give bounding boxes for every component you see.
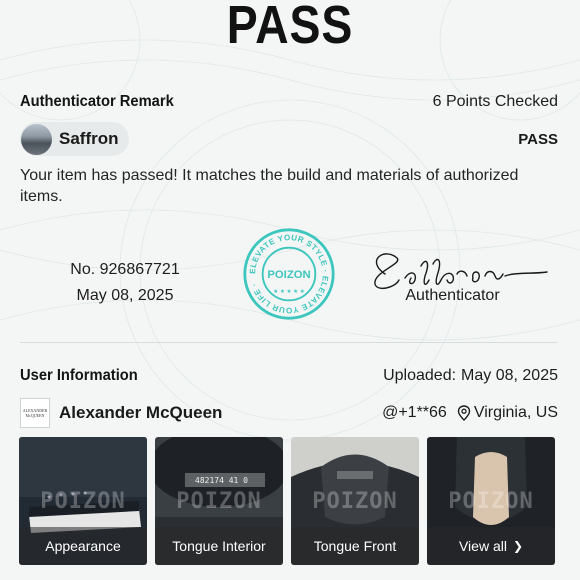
brand-row bbox=[20, 398, 558, 428]
user-info-header bbox=[20, 364, 558, 388]
uploaded-date: May 08, 2025 bbox=[461, 367, 558, 384]
upload-info bbox=[378, 367, 558, 385]
brand-logo: ALEXANDER McQUEEN bbox=[20, 398, 50, 428]
photo-tongue-interior[interactable]: 482174 41 0 POIZON Tongue Interior bbox=[155, 437, 283, 565]
svg-text:482174 41 0: 482174 41 0 bbox=[195, 476, 248, 485]
remark-text: Your item has passed! It matches the build and materials of authorized items. bbox=[20, 167, 519, 205]
remark-title: Authenticator Remark bbox=[20, 93, 174, 110]
points-checked[interactable]: 6 Points Checked bbox=[432, 93, 558, 110]
photo-label: Tongue Interior bbox=[155, 527, 283, 565]
chevron-right-icon: ❯ bbox=[512, 539, 524, 553]
user-location bbox=[382, 404, 558, 422]
authenticator-name: Saffron bbox=[59, 129, 119, 148]
avatar bbox=[21, 124, 52, 155]
photo-appearance[interactable]: POIZON Appearance bbox=[19, 437, 147, 565]
photo-label: Appearance bbox=[19, 527, 147, 565]
photo-gallery bbox=[19, 437, 557, 565]
photo-label: Tongue Front bbox=[291, 527, 419, 565]
authenticator-role: Authenticator bbox=[405, 287, 500, 304]
location-pin-icon bbox=[457, 405, 471, 421]
uploaded-label: Uploaded: bbox=[383, 367, 457, 384]
seal-ring-text: ELEVATE YOUR STYLE · ELEVATE YOUR LIFE · bbox=[248, 233, 330, 315]
seal-brand: POIZON bbox=[267, 268, 311, 281]
remark-header bbox=[20, 90, 558, 114]
brand-name: Alexander McQueen bbox=[59, 403, 223, 422]
user-handle: @+1**66 bbox=[382, 404, 447, 421]
authenticator-chip[interactable] bbox=[20, 122, 129, 156]
view-all-link[interactable]: View all ❯ bbox=[427, 527, 555, 565]
location-text: Virginia, US bbox=[473, 404, 558, 421]
authenticator-row bbox=[20, 122, 558, 156]
seal-stars-icon: ★ ★ ★ ★ ★ bbox=[273, 288, 305, 295]
user-info-title: User Information bbox=[20, 367, 138, 384]
divider bbox=[20, 342, 558, 343]
photo-view-all[interactable]: POIZON View all ❯ bbox=[427, 437, 555, 565]
poizon-seal-icon bbox=[242, 227, 336, 321]
certificate-number: No. 926867721 bbox=[70, 261, 180, 278]
status-badge: PASS bbox=[518, 130, 558, 148]
brand-info[interactable] bbox=[20, 398, 222, 428]
location bbox=[457, 404, 558, 422]
certificate-date: May 08, 2025 bbox=[76, 287, 174, 304]
result-heading: PASS bbox=[226, 0, 354, 55]
photo-tongue-front[interactable]: POIZON Tongue Front bbox=[291, 437, 419, 565]
certificate-block bbox=[0, 222, 580, 332]
